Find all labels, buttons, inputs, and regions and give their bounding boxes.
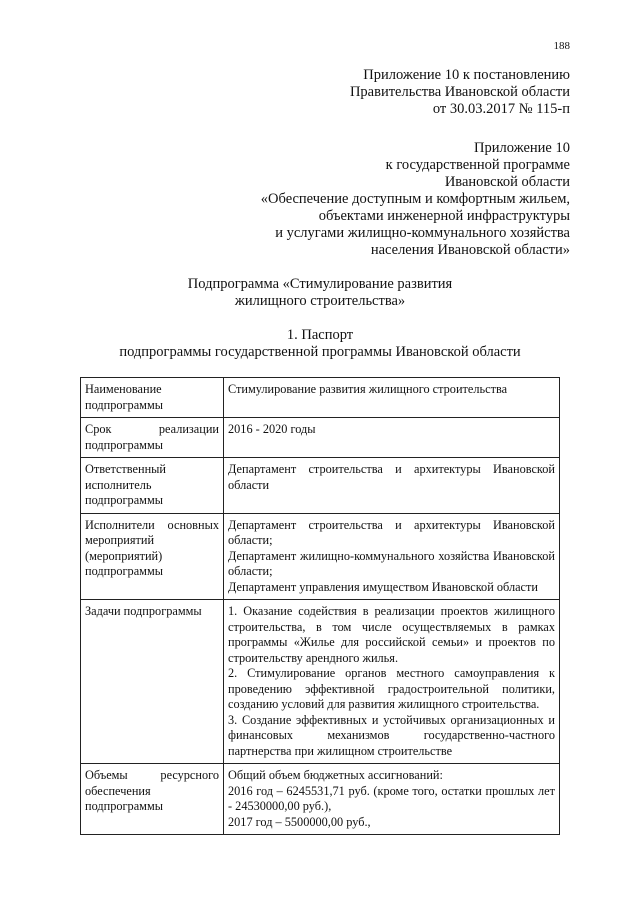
row-value-paragraph: Стимулирование развития жилищного строительства — [228, 382, 508, 396]
annex-program-line: объектами инженерной инфраструктуры — [318, 208, 570, 224]
annex-decree-line: Приложение 10 к постановлению — [363, 67, 570, 83]
annex-program-line: Ивановской области — [444, 174, 570, 190]
row-label: Объемы ресурсного обеспечения подпрограммы — [81, 764, 224, 835]
row-value-paragraph: 3. Создание эффективных и устойчивых организационных и финансовых механизмов государственно-частного партнерства при жилищном строительстве — [228, 712, 555, 758]
row-label: Исполнители основных мероприятий (мероприятий) подпрограммы — [81, 513, 224, 600]
row-label: Наименование подпрограммы — [81, 378, 224, 418]
passport-heading — [0, 327, 640, 361]
table-row — [81, 418, 560, 458]
row-value — [224, 600, 560, 764]
row-value-paragraph: Департамент строительства и архитектуры Ивановской области — [228, 462, 555, 492]
table-row — [81, 378, 560, 418]
row-value-paragraph: 2016 - 2020 годы — [228, 422, 316, 436]
passport-table — [80, 377, 560, 835]
annex-program-line: населения Ивановской области» — [370, 242, 570, 258]
table-row — [81, 600, 560, 764]
page-number: 188 — [553, 40, 570, 52]
table-row — [81, 513, 560, 600]
row-label: Срок реализации подпрограммы — [81, 418, 224, 458]
row-label: Задачи подпрограммы — [81, 600, 224, 764]
row-value-paragraph: 1. Оказание содействия в реализации проектов жилищного строительства, в том числе осуществляемых в рамках программы «Жилье для российской семьи» и проектов по строительству арендного жилья. — [228, 604, 555, 665]
row-value-paragraph: Департамент строительства и архитектуры Ивановской области; — [228, 517, 555, 547]
row-value — [224, 458, 560, 514]
row-value-paragraph: 2017 год – 5500000,00 руб., — [228, 814, 371, 829]
subprogram-title — [0, 276, 640, 310]
row-value — [224, 418, 560, 458]
row-value — [224, 513, 560, 600]
row-label: Ответственный исполнитель подпрограммы — [81, 458, 224, 514]
row-value-paragraph: Департамент жилищно-коммунального хозяйства Ивановской области; — [228, 548, 555, 578]
table-row — [81, 458, 560, 514]
annex-program-line: Приложение 10 — [474, 140, 570, 156]
annex-decree-line: Правительства Ивановской области — [349, 84, 570, 100]
annex-program-line: «Обеспечение доступным и комфортным жильем, — [260, 191, 570, 207]
row-value-paragraph: 2. Стимулирование органов местного самоуправления к проведению эффективной градостроительной политики, созданию условий для развития жилищного строительства. — [228, 666, 555, 711]
row-value — [224, 378, 560, 418]
row-value-paragraph: Общий объем бюджетных ассигнований: — [228, 768, 443, 782]
subprogram-title-line: жилищного строительства» — [234, 293, 406, 309]
annex-to-decree-header — [350, 67, 570, 118]
row-value-paragraph: Департамент управления имуществом Ивановской области — [228, 579, 538, 594]
passport-heading-line: 1. Паспорт — [286, 327, 354, 343]
annex-program-line: к государственной программе — [385, 157, 570, 173]
annex-program-line: и услугами жилищно-коммунального хозяйства — [275, 225, 570, 241]
subprogram-title-line: Подпрограмма «Стимулирование развития — [187, 276, 453, 292]
annex-decree-line: от 30.03.2017 № 115-п — [432, 101, 570, 117]
annex-to-program-header — [261, 140, 570, 259]
row-value — [224, 764, 560, 835]
row-value-paragraph: 2016 год – 6245531,71 руб. (кроме того, остатки прошлых лет - 24530000,00 руб.), — [228, 783, 555, 813]
passport-heading-line: подпрограммы государственной программы Ивановской области — [119, 344, 521, 360]
table-row — [81, 764, 560, 835]
